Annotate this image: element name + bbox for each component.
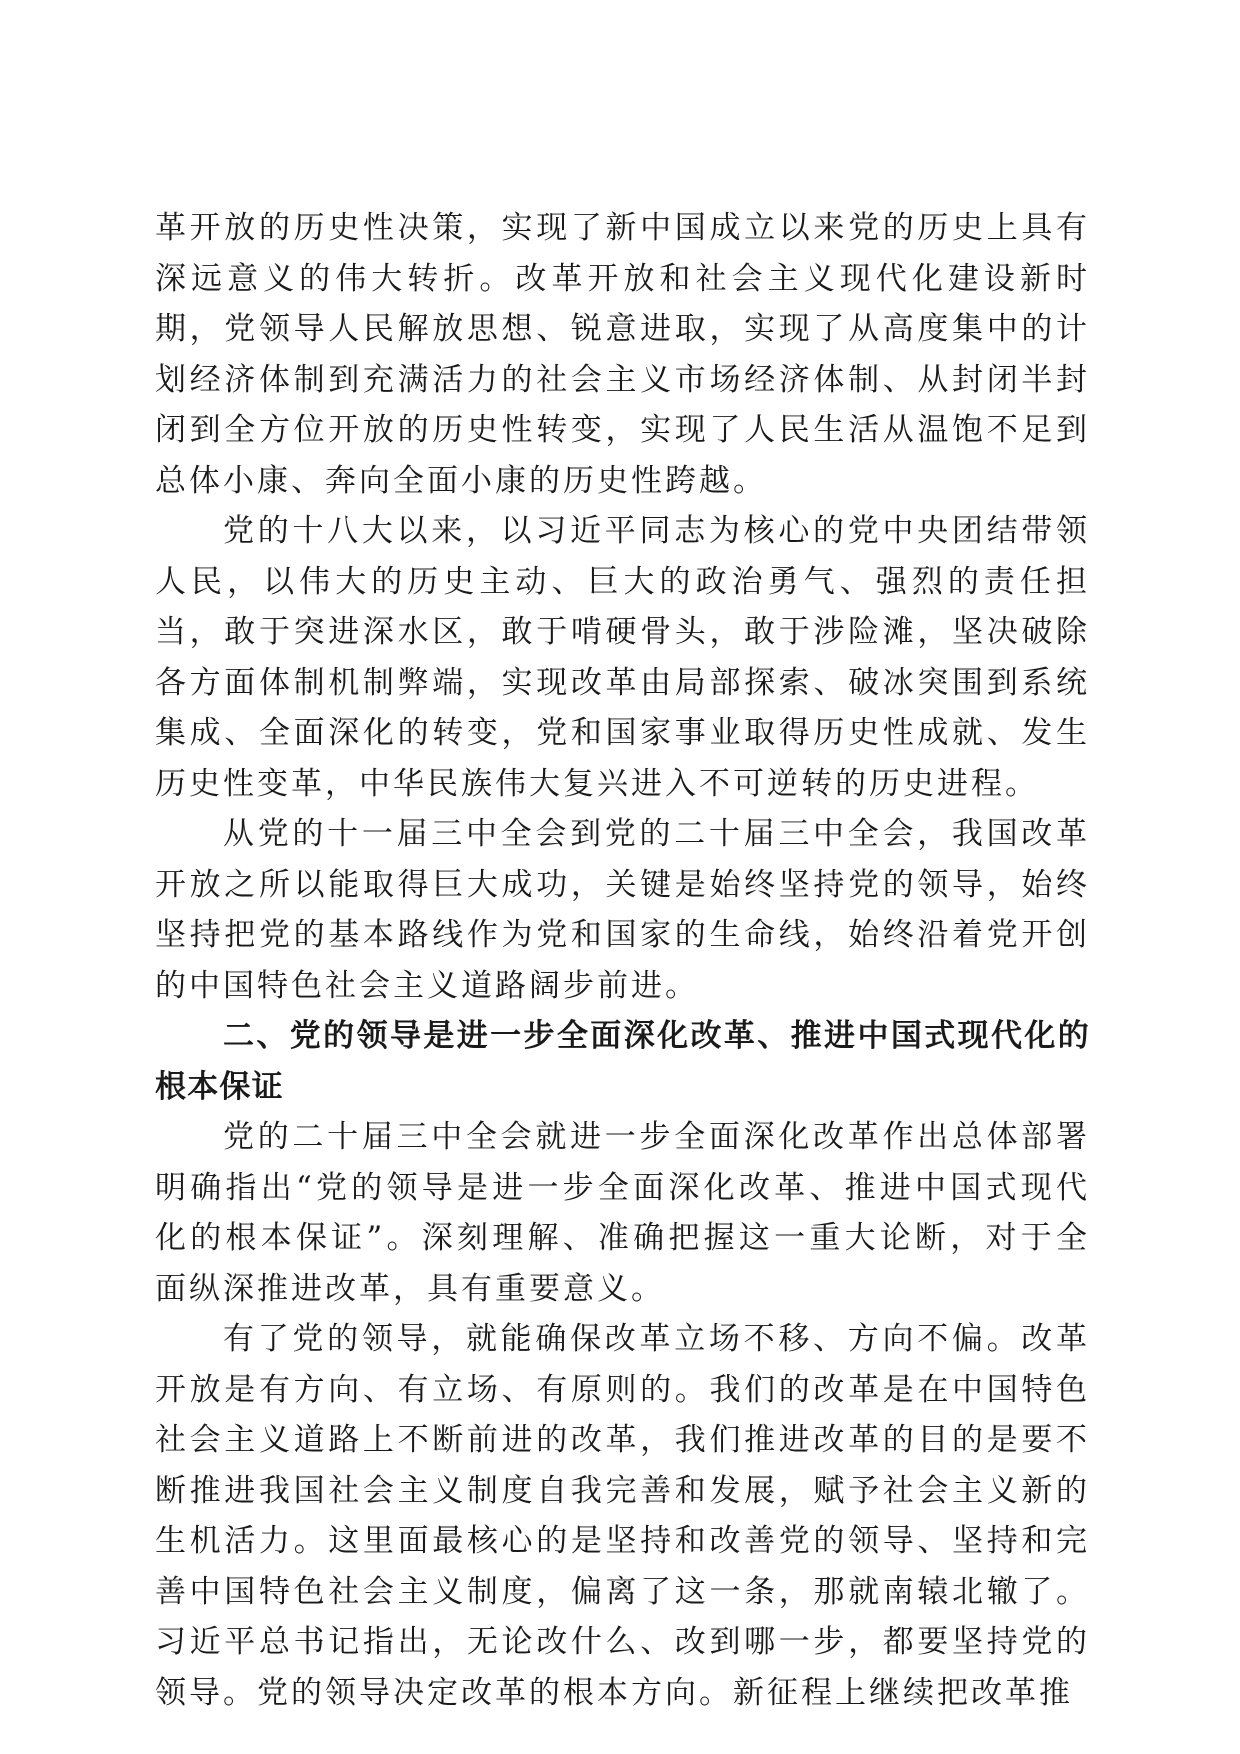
paragraph-plenary-session: 党的二十届三中全会就进一步全面深化改革作出总体部署明确指出“党的领导是进一步全面深化改革、推进中国式现代化的根本保证”。深刻理解、准确把握这一重大论断，对于全面纵深推进改革，具有重要意义。 [155,1119,1090,1307]
paragraph-eighteenth-congress: 党的十八大以来，以习近平同志为核心的党中央团结带领人民，以伟大的历史主动、巨大的政治勇气、强烈的责任担当，敢于突进深水区，敢于啃硬骨头，敢于涉险滩，坚决破除各方面体制机制弊端，实现改革由局部探索、破冰突围到系统集成、全面深化的转变，党和国家事业取得历史性成就、发生历史性变革，中华民族伟大复兴进入不可逆转的历史进程。 [155,513,1090,802]
paragraph-continuation: 革开放的历史性决策，实现了新中国成立以来党的历史上具有深远意义的伟大转折。改革开放和社会主义现代化建设新时期，党领导人民解放思想、锐意进取，实现了从高度集中的计划经济体制到充满活力的社会主义市场经济体制、从封闭半封闭到全方位开放的历史性转变，实现了人民生活从温饱不足到总体小康、奔向全面小康的历史性跨越。 [155,210,1090,499]
paragraph-party-leadership: 有了党的领导，就能确保改革立场不移、方向不偏。改革开放是有方向、有立场、有原则的。我们的改革是在中国特色社会主义道路上不断前进的改革，我们推进改革的目的是要不断推进我国社会主义制度自我完善和发展，赋予社会主义新的生机活力。这里面最核心的是坚持和改善党的领导、坚持和完善中国特色社会主义制度，偏离了这一条，那就南辕北辙了。习近平总书记指出，无论改什么、改到哪一步，都要坚持党的领导。党的领导决定改革的根本方向。新征程上继续把改革推 [155,1321,1090,1711]
document-body [155,203,1090,1718]
paragraph-reform-success: 从党的十一届三中全会到党的二十届三中全会，我国改革开放之所以能取得巨大成功，关键是始终坚持党的领导，始终坚持把党的基本路线作为党和国家的生命线，始终沿着党开创的中国特色社会主义道路阔步前进。 [155,816,1090,1004]
section-heading-2: 二、党的领导是进一步全面深化改革、推进中国式现代化的根本保证 [155,1018,1090,1105]
